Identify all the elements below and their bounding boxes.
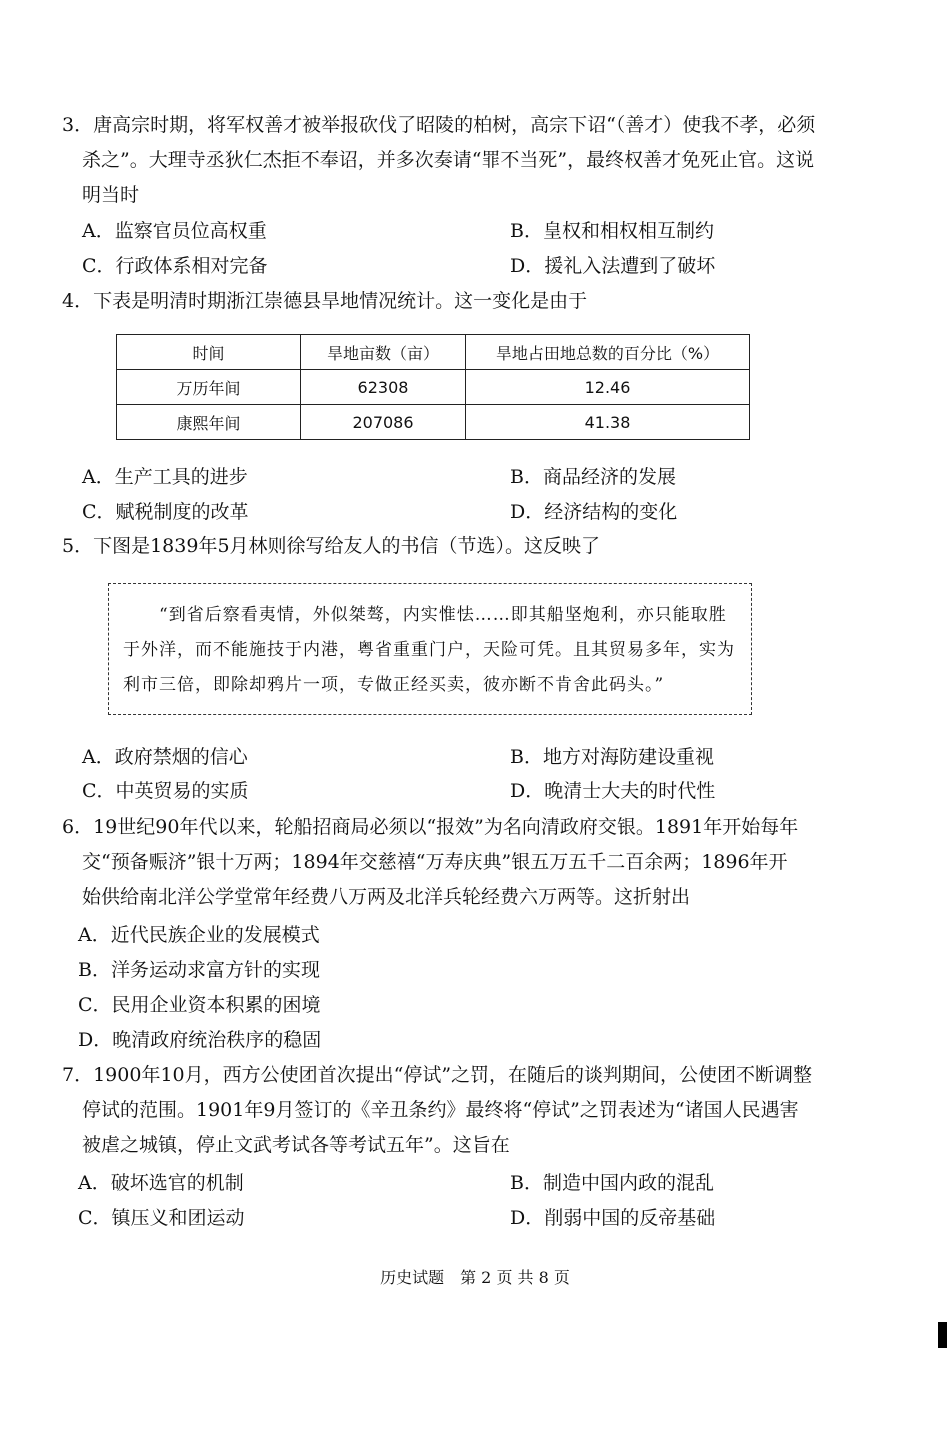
question-6 [62, 810, 822, 915]
question-7-line: 7．1900年10月，西方公使团首次提出“停试”之罚，在随后的谈判期间，公使团不断调整 [62, 1064, 813, 1086]
q3-option-c[interactable]: C．行政体系相对完备 [82, 255, 268, 277]
table-header-cell: 时间 [117, 335, 301, 370]
table-header-row [117, 335, 750, 370]
q4-option-c[interactable]: C．赋税制度的改革 [82, 501, 249, 523]
question-6-line: 6．19世纪90年代以来，轮船招商局必须以“报效”为名向清政府交银。1891年开始每年 [62, 816, 799, 838]
q5-option-a[interactable]: A．政府禁烟的信心 [82, 746, 248, 768]
table-cell: 万历年间 [117, 370, 301, 405]
table-cell: 12.46 [466, 370, 750, 405]
question-7 [62, 1058, 822, 1163]
letter-line: 于外洋，而不能施技于内港，粤省重重门户，天险可凭。且其贸易多年，实为 [123, 640, 735, 660]
q6-option-a[interactable]: A．近代民族企业的发展模式 [78, 924, 320, 946]
q5-option-b[interactable]: B．地方对海防建设重视 [510, 746, 714, 768]
q4-option-a[interactable]: A．生产工具的进步 [82, 466, 248, 488]
page-footer: 历史试题 第 2 页 共 8 页 [380, 1268, 570, 1287]
q6-option-c[interactable]: C．民用企业资本积累的困境 [78, 994, 321, 1016]
question-3 [62, 108, 822, 213]
q4-option-d[interactable]: D．经济结构的变化 [510, 501, 678, 523]
table-cell: 康熙年间 [117, 405, 301, 440]
q6-option-b[interactable]: B．洋务运动求富方针的实现 [78, 959, 320, 981]
q5-option-c[interactable]: C．中英贸易的实质 [82, 780, 249, 802]
table-cell: 207086 [301, 405, 466, 440]
question-6-line: 交“预备赈济”银十万两；1894年交慈禧“万寿庆典”银五万五千二百余两；1896年开 [82, 851, 788, 873]
land-statistics-table [116, 334, 750, 440]
table-row [117, 370, 750, 405]
letter-excerpt-box [108, 583, 752, 715]
q7-option-b[interactable]: B．制造中国内政的混乱 [510, 1172, 714, 1194]
question-3-line: 杀之”。大理寺丞狄仁杰拒不奉诏，并多次奏请“罪不当死”，最终权善才免死止官。这说 [82, 149, 815, 171]
question-7-line: 被虐之城镇，停止文武考试各等考试五年”。这旨在 [82, 1134, 510, 1156]
scan-edge-mark [938, 1322, 947, 1348]
q7-option-d[interactable]: D．削弱中国的反帝基础 [510, 1207, 716, 1229]
question-6-line: 始供给南北洋公学堂常年经费八万两及北洋兵轮经费六万两等。这折射出 [82, 886, 691, 908]
table-header-cell: 旱地亩数（亩） [301, 335, 466, 370]
q5-option-d[interactable]: D．晚清士大夫的时代性 [510, 780, 716, 802]
letter-excerpt-text [123, 598, 739, 703]
table-cell: 62308 [301, 370, 466, 405]
q4-option-b[interactable]: B．商品经济的发展 [510, 466, 676, 488]
question-7-line: 停试的范围。1901年9月签订的《辛丑条约》最终将“停试”之罚表述为“诸国人民遇害 [82, 1099, 799, 1121]
question-3-line: 3．唐高宗时期，将军权善才被举报砍伐了昭陵的柏树，高宗下诏“（善才）使我不孝，必须 [62, 114, 816, 136]
q3-option-b[interactable]: B．皇权和相权相互制约 [510, 220, 714, 242]
question-5-stem: 5．下图是1839年5月林则徐写给友人的书信（节选）。这反映了 [62, 535, 601, 557]
q3-option-d[interactable]: D．援礼入法遭到了破坏 [510, 255, 716, 277]
question-4-stem: 4．下表是明清时期浙江崇德县旱地情况统计。这一变化是由于 [62, 290, 588, 312]
q7-option-a[interactable]: A．破坏选官的机制 [78, 1172, 244, 1194]
q6-option-d[interactable]: D．晚清政府统治秩序的稳固 [78, 1029, 322, 1051]
q3-option-a[interactable]: A．监察官员位高权重 [82, 220, 267, 242]
letter-line: “到省后察看夷情，外似桀骜，内实惟怯……即其船坚炮利，亦只能取胜 [159, 605, 727, 625]
table-header-cell: 旱地占田地总数的百分比（%） [466, 335, 750, 370]
table-cell: 41.38 [466, 405, 750, 440]
question-3-line: 明当时 [82, 184, 140, 206]
table-row [117, 405, 750, 440]
letter-line: 利市三倍，即除却鸦片一项，专做正经买卖，彼亦断不肯舍此码头。” [123, 675, 665, 695]
q7-option-c[interactable]: C．镇压义和团运动 [78, 1207, 245, 1229]
